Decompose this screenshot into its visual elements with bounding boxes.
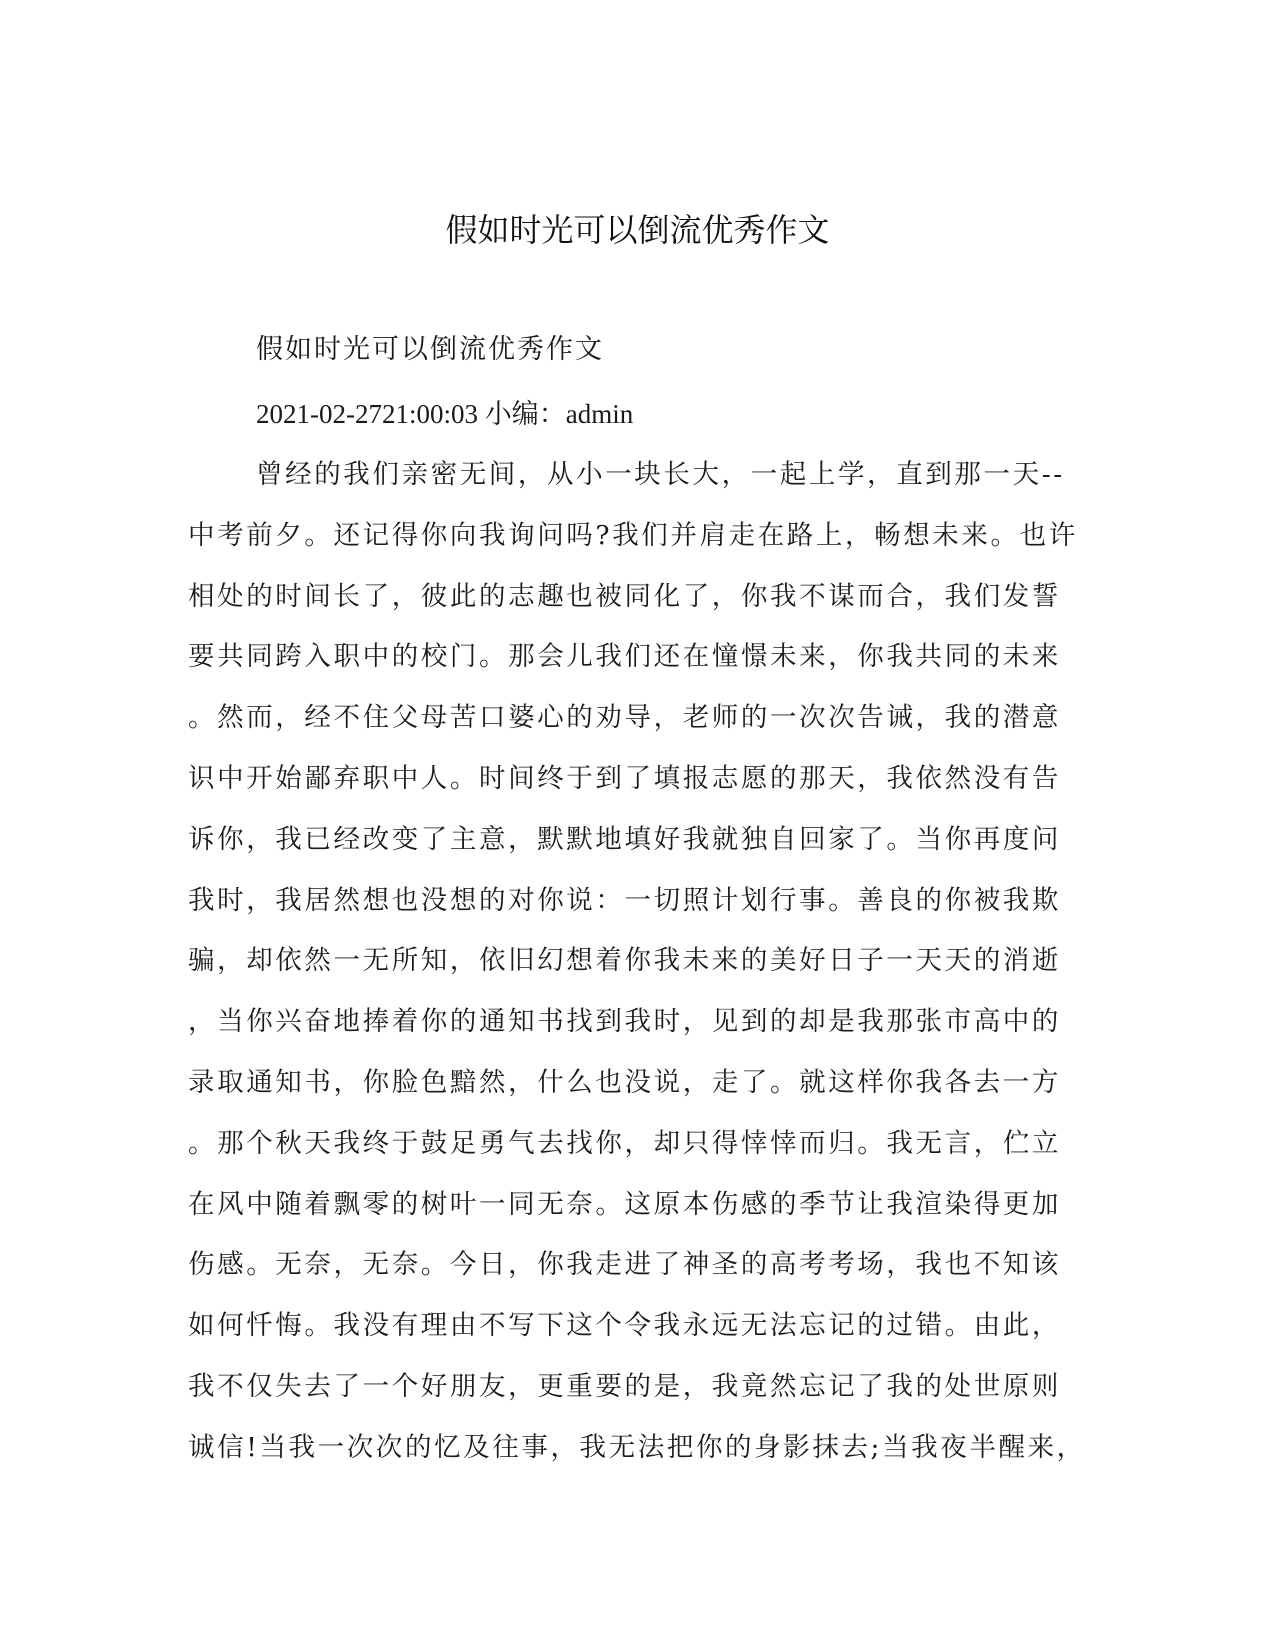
article-subtitle: 假如时光可以倒流优秀作文: [256, 334, 604, 365]
body-line: 。那个秋天我终于鼓足勇气去找你，却只得悻悻而归。我无言，伫立: [188, 1127, 1061, 1159]
body-line: 我不仅失去了一个好朋友，更重要的是，我竟然忘记了我的处世原则: [188, 1370, 1061, 1402]
body-line: 诚信!当我一次次的忆及往事，我无法把你的身影抹去;当我夜半醒来，: [188, 1431, 1086, 1463]
page-title: 假如时光可以倒流优秀作文: [445, 211, 830, 249]
body-line: 在风中随着飘零的树叶一同无奈。这原本伤感的季节让我渲染得更加: [188, 1188, 1061, 1220]
body-line: 骗，却依然一无所知，依旧幻想着你我未来的美好日子一天天的消逝: [188, 945, 1061, 977]
body-line: 要共同跨入职中的校门。那会儿我们还在憧憬未来，你我共同的未来: [188, 641, 1061, 673]
body-line: 录取通知书，你脸色黯然，什么也没说，走了。就这样你我各去一方: [188, 1066, 1061, 1098]
body-line: 如何忏悔。我没有理由不写下这个令我永远无法忘记的过错。由此，: [188, 1310, 1061, 1342]
body-line: 识中开始鄙弃职中人。时间终于到了填报志愿的那天，我依然没有告: [188, 762, 1061, 794]
body-line: ，当你兴奋地捧着你的通知书找到我时，见到的却是我那张市高中的: [188, 1006, 1061, 1038]
body-line: 中考前夕。还记得你向我询问吗?我们并肩走在路上，畅想未来。也许: [188, 519, 1078, 551]
body-line: 相处的时间长了，彼此的志趣也被同化了，你我不谋而合，我们发誓: [188, 580, 1061, 612]
article-body: [188, 455, 1088, 1489]
body-line: 我时，我居然想也没想的对你说：一切照计划行事。善良的你被我欺: [188, 884, 1061, 916]
body-line: 伤感。无奈，无奈。今日，你我走进了神圣的高考考场，我也不知该: [188, 1249, 1061, 1281]
body-line: 诉你，我已经改变了主意，默默地填好我就独自回家了。当你再度问: [188, 823, 1061, 855]
article-meta: 2021-02-2721:00:03 小编：admin: [256, 399, 634, 429]
body-line: 曾经的我们亲密无间，从小一块长大，一起上学，直到那一天--: [256, 459, 1065, 490]
body-line: 。然而，经不住父母苦口婆心的劝导，老师的一次次告诫，我的潜意: [188, 702, 1061, 734]
